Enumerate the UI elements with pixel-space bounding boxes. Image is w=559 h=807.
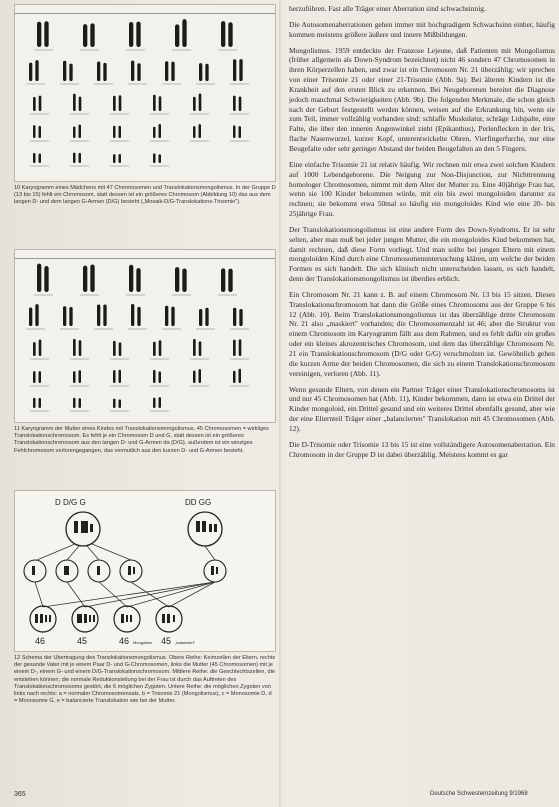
chromosome-glyph (29, 63, 32, 81)
chromosome-glyph (199, 124, 202, 138)
chromosome-glyph (33, 125, 36, 138)
chromosome-glyph (37, 22, 41, 47)
chromosome-glyph (73, 94, 76, 111)
chromosome-glyph (153, 127, 156, 138)
chromosome-glyph (165, 306, 168, 326)
karyogram-figure-11 (14, 249, 276, 423)
zygote-row (30, 606, 182, 632)
chromosome-glyph (79, 153, 82, 163)
chromosome-glyph (137, 63, 140, 81)
zygote-label-1: 46 (35, 636, 46, 646)
paragraph-8: Die D-Trisomie oder Trisomie 13 bis 15 ist eine vollständigere Autosomenaberration. Ein Chromosom in der Gruppe D ist dabei überzählig. Meistens kommt es gar (289, 439, 555, 459)
translocation-schema-figure-12 (14, 490, 276, 652)
page-gutter (279, 0, 282, 807)
karyogram-10-chromosomes (15, 13, 276, 181)
chromosome-glyph (239, 96, 242, 111)
chromosome-glyph (33, 398, 36, 408)
chromosome-glyph (193, 371, 196, 383)
chromosome-glyph (73, 398, 76, 408)
chromosome-glyph (119, 95, 122, 111)
chromosome-glyph (113, 154, 116, 163)
zygote-label-3-note: Mongolism (133, 640, 153, 645)
paragraph-1: herzuführen. Fast alle Träger einer Aberration sind schwachsinnig. (289, 4, 486, 13)
chromosome-glyph (44, 21, 48, 47)
chromosome-glyph (159, 124, 162, 138)
chromosome-glyph (199, 93, 202, 111)
karyogram-figure-10 (14, 4, 276, 182)
page-number: 365 (14, 791, 26, 798)
chromosome-glyph (193, 126, 196, 138)
chromosome-glyph (39, 153, 42, 163)
chromosome-glyph (233, 96, 236, 111)
chromosome-glyph (129, 265, 133, 292)
chromosome-glyph (113, 341, 116, 356)
chromosome-glyph (228, 22, 232, 47)
chromosome-glyph (153, 95, 156, 111)
chromosome-glyph (159, 371, 162, 383)
chromosome-glyph (175, 24, 179, 47)
chromosome-glyph (171, 62, 174, 81)
chromosome-glyph (33, 371, 36, 383)
chromosome-glyph (113, 370, 116, 383)
chromosome-glyph (193, 339, 196, 356)
chromosome-glyph (79, 340, 82, 356)
chromosome-glyph (35, 304, 38, 326)
chromosome-glyph (159, 397, 162, 408)
chromosome-glyph (221, 21, 225, 47)
chromosome-glyph (103, 63, 106, 81)
chromosome-glyph (193, 97, 196, 111)
chromosome-glyph (35, 60, 38, 81)
chromosome-glyph (239, 59, 242, 81)
chromosome-glyph (221, 268, 225, 292)
chromosome-glyph (239, 309, 242, 326)
chromosome-glyph (69, 64, 72, 81)
chromosome-glyph (153, 370, 156, 383)
chromosome-glyph (136, 22, 140, 47)
paragraph-7: Wenn gesunde Eltern, von denen ein Partner Träger einer Translokationschromosoms ist und nur 45 Chromosomen hat (Abb. 11), Kinder bekommen, dann ist etwa ein Drittel der Kinder mongoloid, ein Drittel gesund und ein weiteres Drittel ebenfalls gesund, aber wie der eine Elternteil Träger einer „balancierten" Translokation mit 45 Chromosomen (Abb. 12). (289, 384, 555, 433)
chromosome-glyph (73, 371, 76, 383)
figure-column (14, 4, 276, 751)
chromosome-glyph (199, 369, 202, 383)
chromosome-glyph (90, 23, 94, 47)
zygote-label-4-note: „balanciert" (175, 640, 196, 645)
chromosome-glyph (39, 126, 42, 138)
chromosome-glyph (79, 97, 82, 111)
zygote-label-3: 46 (119, 636, 130, 646)
chromosome-glyph (79, 370, 82, 383)
chromosome-glyph (159, 340, 162, 356)
figure-10-caption: 10 Karyogramm eines Mädchens mit 47 Chromosomen und Translokationsmongolismus. In der Gruppe D (13 bis 15) fehlt ein Chromosom, statt dessen ist ein größeres Chromosom (Abbildung 10) das aus dem langen D- und dem langen G-Armen (D/G) besteht („Mosaik-D/G-Translokations-Trisomie"). (14, 185, 276, 206)
chromosome-glyph (233, 59, 236, 81)
paragraph-2: Die Autosomenaberrationen gehen immer mit hochgradigem Schwachsinn einher, häufig kommen meistens größere äußere und innere Mißbildungen. (289, 19, 555, 39)
chromosome-glyph (159, 96, 162, 111)
chromosome-glyph (73, 153, 76, 163)
figure-11-caption: 11 Karyogramm der Mutter eines Kindes mit Translokationsmongolismus, 45 Chromosomen = wirkliges Translokationschromosom. Es fehlt je ein Chromosom D und G, statt dessen ist ein größeres Translokationschromosom aus den langen D- und G-Armen da (D/G), außerdem ist ein winziges Fehlchromosom verlorengegangen, das vermutlich aus den kurzen D- und G-Armen besteht. (14, 426, 269, 454)
chromosome-glyph (199, 309, 202, 326)
chromosome-glyph (199, 341, 202, 356)
chromosome-glyph (39, 96, 42, 111)
chromosome-glyph (73, 126, 76, 138)
paragraph-5: Der Translokationsmongolismus ist eine andere Form des Down-Syndroms. Er ist sehr selten, aber man muß bei jeder jungen Mutter, die ein mongoloides Kind bekommen hat, damit rechnen, daß diese Form vorliegt. Und man sollte bei jungen Eltern mit einem mongoloiden Kind durch eine Chromosomenuntersuchung klären, um welche der beiden Formen es sich handelt. Die sich klinisch nicht unterscheiden lassen, es sich handelt, denn der Translokationsmongolismus ist überdies erblich. (289, 224, 555, 284)
schema-top-right-label: DD GG (185, 498, 212, 507)
chromosome-glyph (233, 308, 236, 326)
gamete-row (24, 560, 226, 582)
figure-12-caption: 12 Schema der Übertragung des Translokationsmongolismus. Obere Reihe: Keimzellen der Eltern, rechts der gesunde Vater mit je einem Paar D- und G-Chromosomen, links die Mutter (45 Chromosomen) mit je einem D-, einem G- und einem D/G-Translokationschromosom. Mittlere Reihe: die Geschlechtszellen, die entstehen können; die normale Reduktionsteilung bei der Frau ist durch das Auftreten des Translokationschromosoms gestört, die 6 möglichen Zygoten. Untere Reihe: die möglichen Zygoten von links nach rechts: a = normaler Chromosomensatz, b = Trisomie 21 (Mongolismus), c = Monosomie D, d = Monosomie G, e = balancierte Translokation wie bei der Mutter. (14, 655, 276, 705)
chromosome-glyph (239, 339, 242, 356)
chromosome-glyph (175, 267, 179, 292)
chromosome-glyph (137, 307, 140, 326)
chromosome-glyph (233, 125, 236, 138)
chromosome-glyph (103, 305, 106, 326)
chromosome-glyph (37, 264, 41, 292)
chromosome-glyph (113, 126, 116, 138)
chromosome-glyph (39, 371, 42, 383)
chromosome-glyph (131, 304, 134, 326)
chromosome-glyph (153, 153, 156, 163)
chromosome-glyph (199, 63, 202, 81)
chromosome-glyph (83, 24, 87, 47)
chromosome-glyph (205, 64, 208, 81)
chromosome-glyph (119, 126, 122, 138)
schema-top-left-label: D D/G G (55, 498, 86, 507)
chromosome-glyph (39, 339, 42, 356)
chromosome-glyph (159, 154, 162, 163)
text-column (289, 4, 555, 786)
chromosome-glyph (153, 342, 156, 356)
chromosome-glyph (33, 97, 36, 111)
chromosome-glyph (63, 61, 66, 81)
paragraph-4: Eine einfache Trisomie 21 ist relativ häufig. Wir rechnen mit etwa zwei solchen Kindern auf 1000 Lebendgeborene. Die Neigung zur Non-Disjunction, zur Nichttrennung homologer Chromosomen, nimmt mit dem Alter der Mutter zu. Eine 40jährige Frau hat, wenn sie 100 Kinder bekommen würde, mit ein bis zwei mongoloiden darunter zu rechnen; sie bekommt etwa 50mal so häufig ein mongoloides Kind wie eine 20- bis 25jährige Frau. (289, 159, 555, 219)
chromosome-glyph (79, 398, 82, 408)
chromosome-glyph (182, 268, 186, 292)
chromosome-glyph (97, 305, 100, 326)
chromosome-glyph (119, 342, 122, 356)
chromosome-glyph (233, 340, 236, 356)
chromosome-glyph (136, 268, 140, 292)
chromosome-glyph (44, 266, 48, 292)
translocation-schema (15, 491, 276, 651)
chromosome-glyph (69, 307, 72, 326)
chromosome-glyph (73, 339, 76, 356)
chromosome-glyph (205, 308, 208, 326)
chromosome-glyph (63, 306, 66, 326)
karyogram-11-chromosomes (15, 258, 276, 422)
chromosome-glyph (119, 154, 122, 163)
chromosome-glyph (228, 269, 232, 292)
chromosome-glyph (97, 62, 100, 81)
chromosome-glyph (165, 61, 168, 81)
chromosome-glyph (113, 399, 116, 408)
chromosome-glyph (239, 126, 242, 138)
chromosome-glyph (129, 22, 133, 47)
chromosome-glyph (153, 398, 156, 408)
zygote-label-2: 45 (77, 636, 88, 646)
chromosome-glyph (83, 266, 87, 292)
chromosome-glyph (119, 370, 122, 383)
chromosome-glyph (39, 398, 42, 408)
chromosome-glyph (33, 153, 36, 163)
chromosome-glyph (119, 399, 122, 408)
paragraph-3: Mongolismus. 1959 entdeckte der Franzose Lejeune, daß Patienten mit Mongolismus (früher allgemein als Down-Syndrom bezeichnet) nicht 46 sondern 47 Chromosomen in ihren Körperzellen haben, und zwar ist ein Chromosom Nr. 21 überzählig; wir sprechen von einer Trisomie 21 oder einer 21-Trisomie (Abb. 9a). Bei älteren Kindern ist die Krankheit auf den ersten Blick zu erkennen. Bei Neugeborenen bereitet die Diagnose jedoch manchmal Schwierigkeiten (Abb. 9b). Die folgenden Merkmale, die schon gleich nach der Geburt festgestellt werden können, weisen auf die Erkrankung hin, wenn sie zum Teil, immer vollzählig vorhanden sind: schlaffe Muskulatur, schräge Lidspalte, eine Falte, die über den inneren Augenwinkel zieht (Epikanthus), Perlenflecken in der Iris, flache Nasenwurzel, kurzer Kopf, unterentwickelte Ohren, Vierfingerfurche, nur eine Beugefalte oder sehr geringer Abstand der beiden Beugefalten an den 5 Fingern. (289, 45, 555, 153)
chromosome-glyph (79, 124, 82, 138)
chromosome-glyph (171, 307, 174, 326)
chromosome-glyph (233, 371, 236, 383)
journal-name: Deutsche Schwesternzeitung 9/1968 (430, 791, 528, 797)
chromosome-glyph (131, 61, 134, 81)
zygote-label-4: 45 (161, 636, 172, 646)
chromosome-glyph (33, 342, 36, 356)
chromosome-glyph (182, 19, 186, 47)
paragraph-6: Ein Chromosom Nr. 21 kann z. B. auf einem Chromosom Nr. 13 bis 15 sitzen. Dieses Translokationschromosom hat dann die Größe eines Chromosoms aus der Gruppe 6 bis 12 (Abb. 10). Beim Translokationsmongolismus ist das überzählige dritte Chromosom Nr. 21 also „maskiert" vorhanden; die Chromosomenzahl ist 46; aber die Struktur von einem Chromosom im Karyogramm fällt aus dem Rahmen, und es fehlt dafür ein großes oder ein kleines akrozentrisches Chromosom, und dem das überzählige Chromosom Nr. 21 ein Translokationschromosom (D/G oder G/G) verschmolzen ist. Gewöhnlich gehen die kurzen Arme der beiden Chromosomen, die sich zu einem Translokationschromosom vereinigen, verloren (Abb. 11). (289, 289, 555, 378)
chromosome-glyph (113, 96, 116, 111)
chromosome-glyph (90, 265, 94, 292)
chromosome-glyph (29, 308, 32, 326)
chromosome-glyph (239, 369, 242, 383)
